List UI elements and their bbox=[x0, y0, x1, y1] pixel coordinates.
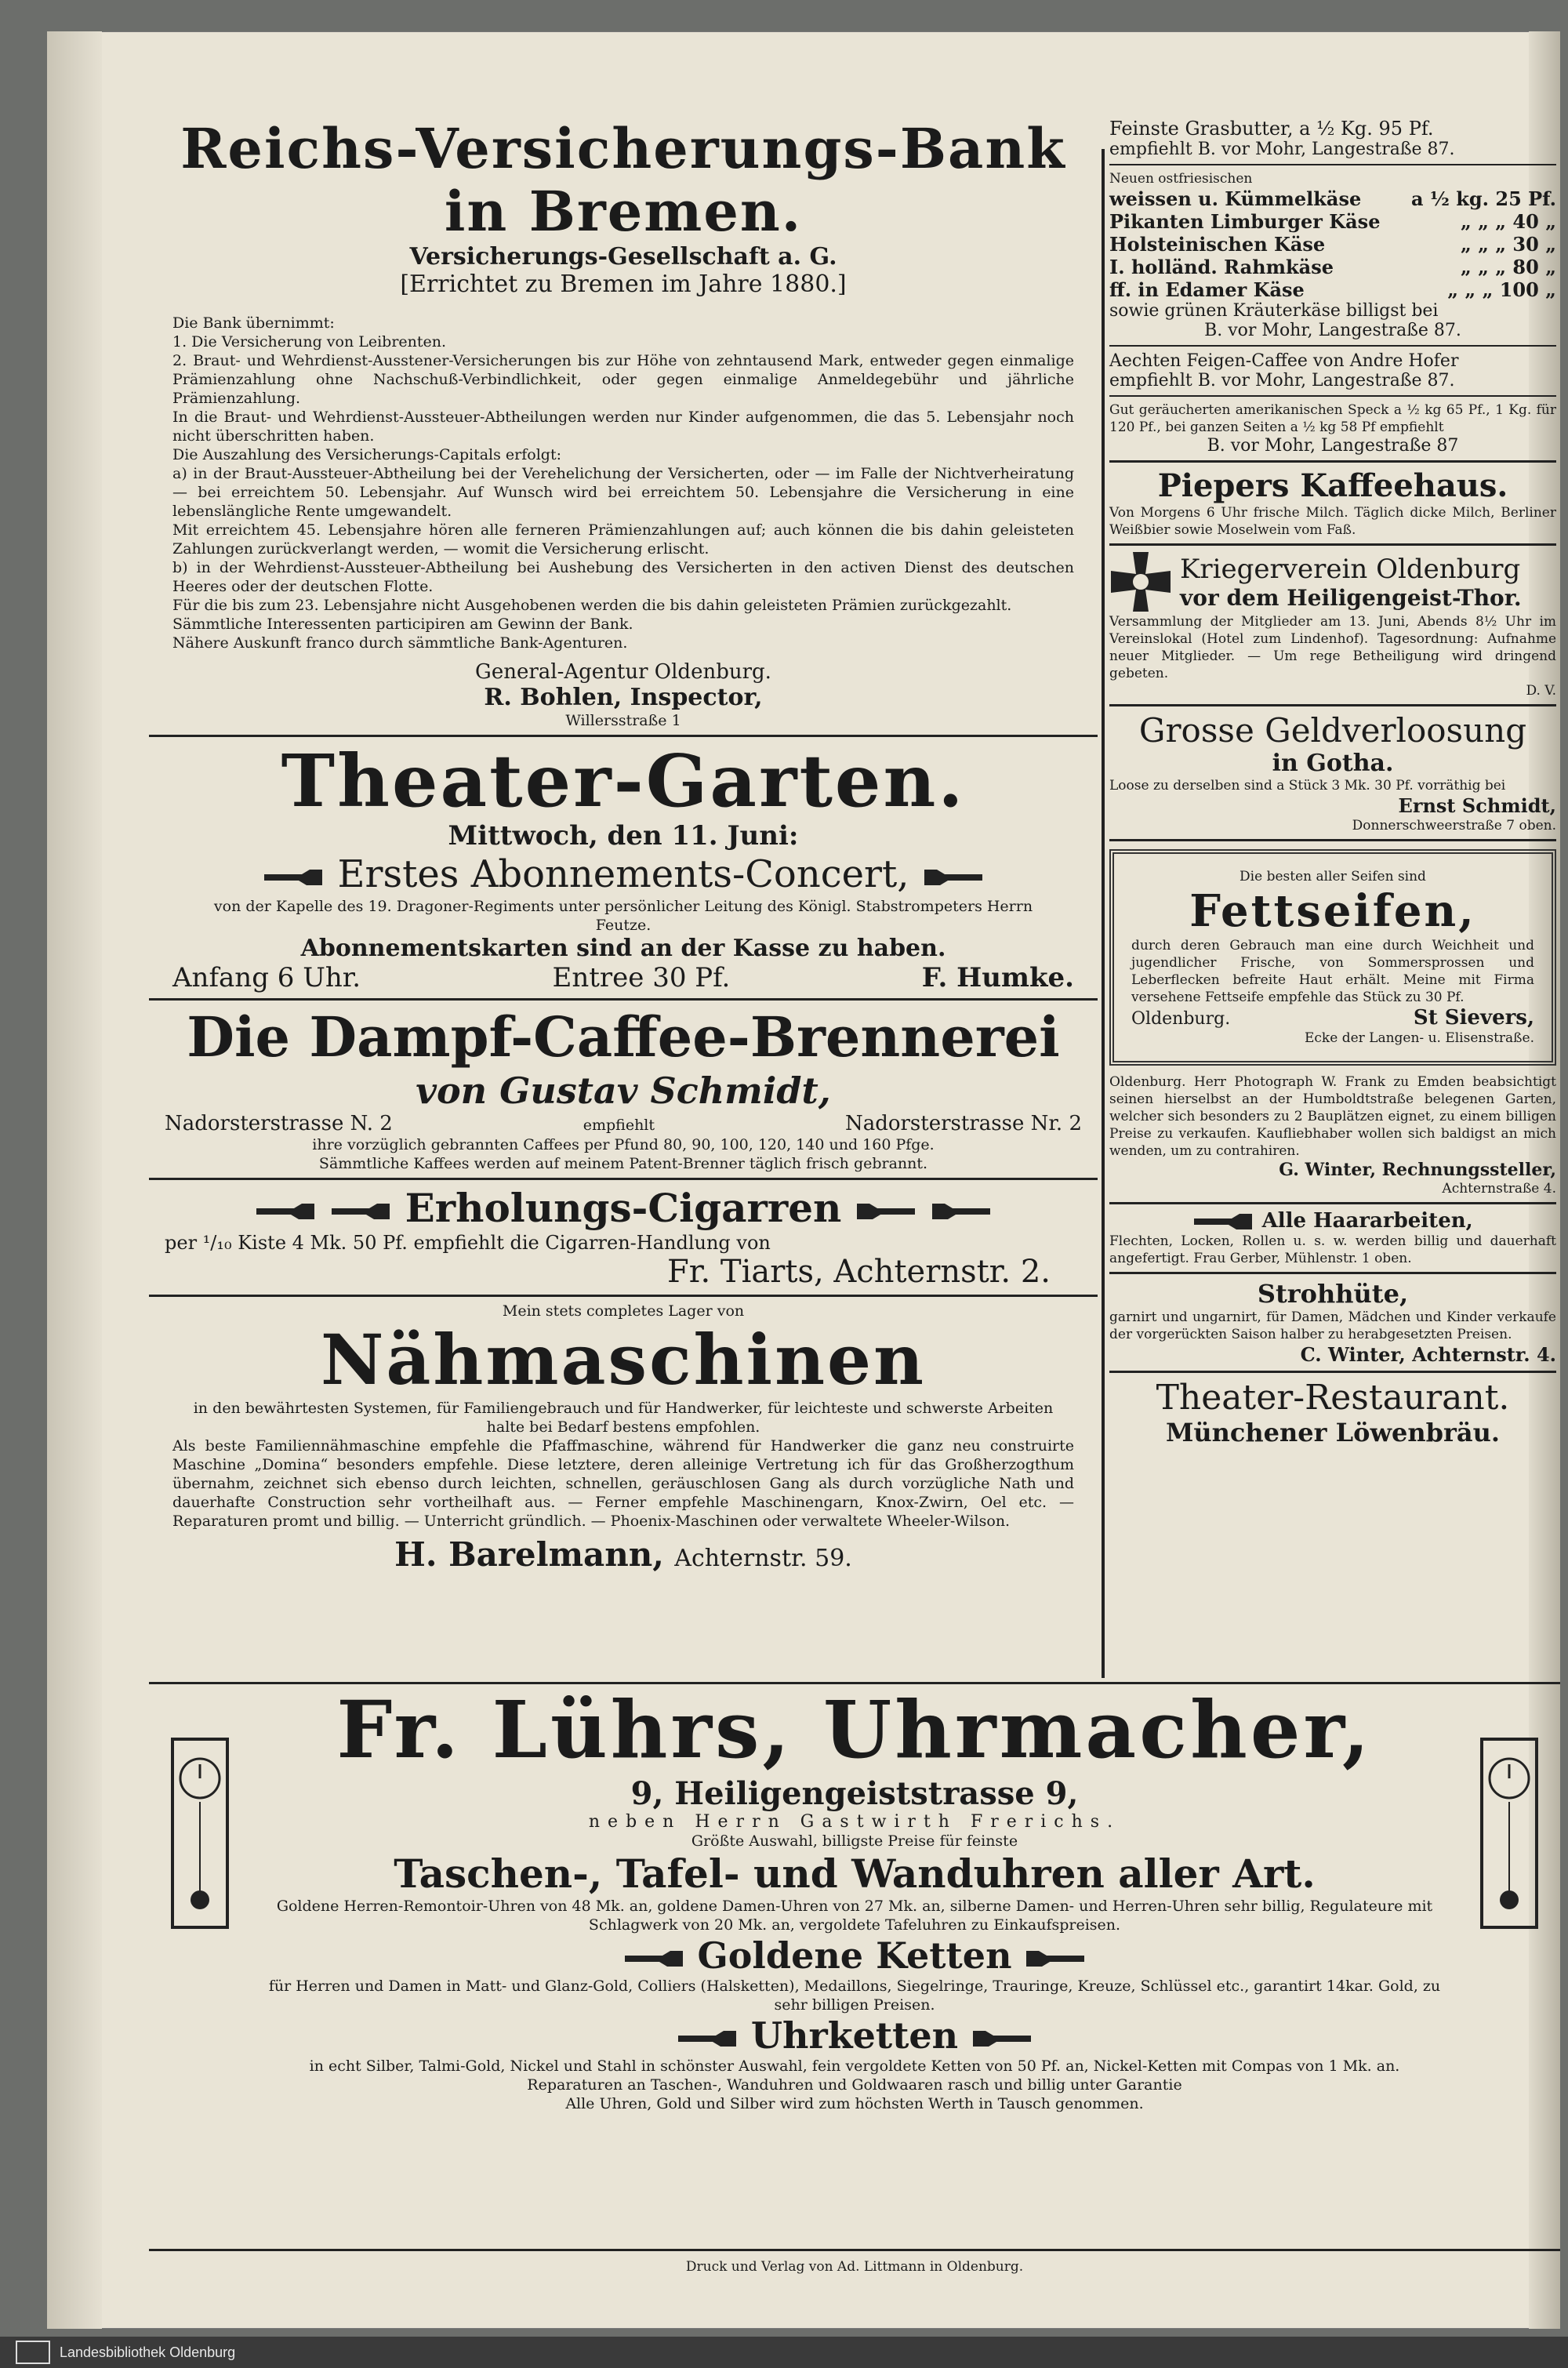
bank-body-line: Die Bank übernimmt: bbox=[172, 314, 335, 332]
restaurant-title: Theater-Restaurant. bbox=[1156, 1378, 1510, 1418]
theater-ad bbox=[149, 739, 1098, 993]
bank-body-line: Die Auszahlung des Versicherungs-Capitals erfolgt: bbox=[172, 446, 561, 463]
uhrketten-row bbox=[259, 2014, 1450, 2057]
krieger-titles bbox=[1180, 554, 1522, 611]
lottery-text: Loose zu derselben sind a Stück 3 Mk. 30 Pf. vorräthig bei bbox=[1109, 778, 1506, 794]
watch-line1: Größte Auswahl, billigste Preise für feinste bbox=[691, 1832, 1018, 1850]
sewing-body1: in den bewährtesten Systemen, für Familiengebrauch und für Handwerker, für leichteste und schwerste Arbeiten halte bei Bedarf bestens empfohlen. bbox=[193, 1400, 1054, 1436]
cigar-title: Erholungs-Cigarren bbox=[405, 1185, 842, 1231]
coffee-addr-left: Nadorsterstrasse N. 2 bbox=[165, 1112, 393, 1135]
theater-event-text: Erstes Abonnements-Concert, bbox=[337, 852, 909, 896]
cigar-title-row bbox=[149, 1185, 1098, 1232]
theater-by: von der Kapelle des 19. Dragoner-Regiments unter persönlicher Leitung des Königl. Stabstrompeters Herrn Feutze. bbox=[213, 898, 1033, 934]
library-name: Landesbibliothek Oldenburg bbox=[60, 2344, 236, 2360]
watch-addr: 9, Heiligengeiststrasse 9, bbox=[630, 1775, 1079, 1812]
garden-text: Oldenburg. Herr Photograph W. Frank zu Emden beabsichtigt seinen hierselbst an der Humboldtstraße belegenen Garten, welcher sich besonders zu 2 Bauplätzen eignet, zu einem billigen Preise zu verkaufen. Kaufliebhaber wollen sich baldigst an mich wenden, um zu contrahiren. bbox=[1109, 1074, 1556, 1159]
chains-title: Goldene Ketten bbox=[697, 1934, 1012, 1977]
divider bbox=[1109, 1202, 1556, 1204]
divider bbox=[1109, 345, 1556, 347]
pointing-hand-icon bbox=[330, 1200, 393, 1222]
kaffeehaus-ad bbox=[1109, 467, 1556, 539]
bank-body-line: Mit erreichtem 45. Lebensjahre hören alle ferneren Prämienzahlungen auf; auch können die bis dahin geleisteten Zahlungen zurückverlangt werden, — womit die Versicherung erlischt. bbox=[172, 521, 1074, 557]
trade-text: Alle Uhren, Gold und Silber wird zum höchsten Werth in Tausch genommen. bbox=[565, 2095, 1144, 2112]
cheese-item bbox=[1109, 233, 1556, 256]
coffee-recommends: empfiehlt bbox=[583, 1117, 655, 1134]
cheese-name: weissen u. Kümmelkäse bbox=[1109, 187, 1362, 210]
right-column bbox=[1109, 118, 1556, 1686]
coffee-addr-right: Nadorsterstrasse Nr. 2 bbox=[844, 1112, 1082, 1135]
soap-text: durch deren Gebrauch man eine durch Weichheit und jugendlicher Frische, von Sommersprossen und Leberflecken befreite Haut erhält. Meine mit Firma versehene Fettseife empfehle das Stück zu 30 Pf. bbox=[1131, 938, 1534, 1005]
bank-address: Willersstraße 1 bbox=[565, 712, 681, 729]
chains-text: für Herren und Damen in Matt- und Glanz-Gold, Colliers (Halsketten), Medaillons, Siegelringe, Trauringe, Kreuze, Schlüssel etc., garantirt 14kar. Gold, zu sehr billigen Preisen. bbox=[268, 1978, 1441, 2014]
sewing-body2: Als beste Familiennähmaschine empfehle die Pfaffmaschine, während für Handwerker die ganz neu construirte Maschine „Domina“ besonders empfehle. Diese letztere, deren alleinige Vertretung ich für das Großherzogthum übernahm, zeichnet sich ebenso durch leichten, schnellen, geräuschlosen Gang als durch vorzügliche Nath und dauerhafte Construction sehr vortheilhaft aus. — Ferner empfehle Maschinengarn, Knox-Zwirn, Oel etc. — Reparaturen promt und billig. — Unterricht gründlich. — Phoenix-Maschinen oder verwaltete Wheeler-Wilson. bbox=[172, 1437, 1074, 1530]
hair-title-row bbox=[1109, 1209, 1556, 1233]
theater-event bbox=[149, 852, 1098, 897]
krieger-sign: D. V. bbox=[1526, 683, 1556, 699]
hats-seller: C. Winter, Achternstr. 4. bbox=[1300, 1343, 1556, 1366]
theater-host: F. Humke. bbox=[921, 962, 1074, 993]
sewing-addr: Achternstr. 59. bbox=[674, 1545, 852, 1572]
sewing-intro: Mein stets completes Lager von bbox=[502, 1302, 745, 1320]
divider bbox=[149, 998, 1098, 1001]
uhrketten-title: Uhrketten bbox=[750, 2014, 959, 2057]
kaffeehaus-title: Piepers Kaffeehaus. bbox=[1157, 467, 1508, 504]
pointing-hand-icon bbox=[1023, 1948, 1086, 1970]
cheese-item bbox=[1109, 210, 1556, 233]
watch-title: Fr. Lührs, Uhrmacher, bbox=[336, 1683, 1373, 1776]
coffee-title: Die Dampf-Caffee-Brennerei bbox=[187, 1004, 1060, 1070]
krieger-text: Versammlung der Mitglieder am 13. Juni, Abends 8½ Uhr im Vereinslokal (Hotel zum Lindenhof). Tagesordnung: Aufnahme neuer Mitglieder. — Um rege Betheiligung wird dringend gebeten. bbox=[1109, 614, 1556, 681]
wall-clock-icon bbox=[165, 1731, 235, 1935]
speck-text: Gut geräucherten amerikanischen Speck a ½ kg 65 Pf., 1 Kg. für 120 Pf., bei ganzen Seiten a ½ kg 58 Pf empfiehlt bbox=[1109, 402, 1556, 435]
butter-line2: empfiehlt B. vor Mohr, Langestraße 87. bbox=[1109, 140, 1455, 159]
cheese-price: „ „ „ 100 „ bbox=[1447, 278, 1556, 301]
sewing-signature bbox=[149, 1535, 1098, 1574]
coffee-owner: von Gustav Schmidt, bbox=[416, 1070, 831, 1112]
cheese-price: a ½ kg. 25 Pf. bbox=[1410, 187, 1556, 210]
bank-body-line: a) in der Braut-Aussteuer-Abtheilung bei der Verehelichung der Versicherten, oder — im Falle der Nichtverheiratung — bei erreichtem 50. Lebensjahr. Auf Wunsch wird bei erreichtem 50. Lebensjahre die Versicherung in eine lebenslängliche Rente umgewandelt. bbox=[172, 465, 1074, 520]
cheese-ad bbox=[1109, 170, 1556, 340]
bank-agency: General-Agentur Oldenburg. bbox=[475, 660, 771, 684]
restaurant-sub: Münchener Löwenbräu. bbox=[1165, 1418, 1501, 1447]
fig-coffee-ad bbox=[1109, 351, 1556, 390]
watch-line3: Goldene Herren-Remontoir-Uhren von 48 Mk. an, goldene Damen-Uhren von 27 Mk. an, silberne Damen- und Herren-Uhren sehr billig, Regulateure mit Schlagwerk von 20 Mk. an, vergoldete Tafeluhren zu Einkaufspreisen. bbox=[276, 1898, 1433, 1934]
divider bbox=[1109, 395, 1556, 397]
cheese-price: „ „ „ 30 „ bbox=[1460, 233, 1556, 256]
hats-ad bbox=[1109, 1279, 1556, 1366]
divider bbox=[1109, 460, 1556, 463]
column-divider bbox=[1102, 149, 1105, 1678]
divider bbox=[149, 1295, 1098, 1297]
coffee-line: ihre vorzüglich gebrannten Caffees per Pfund 80, 90, 100, 120, 140 und 160 Pfge. bbox=[312, 1136, 935, 1153]
butter-line1: Feinste Grasbutter, a ½ Kg. 95 Pf. bbox=[1109, 118, 1434, 140]
bank-body-line: In die Braut- und Wehrdienst-Aussteuer-Abtheilungen werden nur Kinder aufgenommen, die das 5. Lebensjahr noch nicht überschritten haben. bbox=[172, 409, 1074, 445]
pointing-hand-icon bbox=[854, 1200, 916, 1222]
bank-body-line: b) in der Wehrdienst-Aussteuer-Abtheilung bei Aushebung des Versicherten in den activen Dienst des deutschen Heeres oder der deutschen Flotte. bbox=[172, 559, 1074, 595]
kaffeehaus-text: Von Morgens 6 Uhr frische Milch. Täglich dicke Milch, Berliner Weißbier sowie Moselwein vom Faß. bbox=[1109, 505, 1556, 538]
pointing-hand-icon bbox=[1192, 1211, 1255, 1233]
pointing-hand-icon bbox=[921, 866, 984, 888]
pointing-hand-icon bbox=[263, 866, 325, 888]
cheese-name: ff. in Edamer Käse bbox=[1109, 278, 1305, 301]
theater-start: Anfang 6 Uhr. bbox=[172, 962, 361, 993]
soap-title: Fettseifen, bbox=[1189, 885, 1476, 937]
sewing-title: Nähmaschinen bbox=[320, 1319, 927, 1400]
fig-line1: Aechten Feigen-Caffee von Andre Hofer bbox=[1109, 351, 1459, 371]
soap-seller: St Sievers, bbox=[1413, 1006, 1534, 1030]
restaurant-ad bbox=[1109, 1378, 1556, 1447]
cigar-ad bbox=[149, 1185, 1098, 1290]
sewing-seller: H. Barelmann, bbox=[394, 1535, 664, 1574]
butter-ad bbox=[1109, 118, 1556, 159]
bank-agent: R. Bohlen, Inspector, bbox=[484, 684, 763, 711]
speck-seller: B. vor Mohr, Langestraße 87 bbox=[1207, 436, 1459, 456]
divider bbox=[149, 1178, 1098, 1180]
soap-ad bbox=[1109, 849, 1556, 1066]
cheese-price: „ „ „ 80 „ bbox=[1460, 256, 1556, 278]
hair-text: Flechten, Locken, Rollen u. s. w. werden billig und dauerhaft angefertigt. Frau Gerber, Mühlenstr. 1 oben. bbox=[1109, 1233, 1556, 1266]
theater-entry: Entree 30 Pf. bbox=[552, 962, 731, 993]
cheese-price: „ „ „ 40 „ bbox=[1460, 210, 1556, 233]
bank-title: Reichs-Versicherungs-Bank in Bremen. bbox=[180, 116, 1066, 244]
divider bbox=[1109, 1272, 1556, 1274]
lottery-sub: in Gotha. bbox=[1272, 750, 1394, 777]
garden-seller: G. Winter, Rechnungssteller, bbox=[1279, 1160, 1556, 1180]
cigar-line: per ¹/₁₀ Kiste 4 Mk. 50 Pf. empfiehlt die Cigarren-Handlung von bbox=[165, 1232, 771, 1254]
newspaper-scan bbox=[47, 31, 1560, 2329]
divider bbox=[1109, 1371, 1556, 1373]
bank-ad bbox=[149, 118, 1098, 730]
hats-text: garnirt und ungarnirt, für Damen, Mädchen und Kinder verkaufe der vorgerückten Saison halber zu herabgesetzten Preisen. bbox=[1109, 1309, 1556, 1342]
lottery-seller: Ernst Schmidt, bbox=[1398, 794, 1556, 817]
left-column bbox=[149, 118, 1098, 1686]
repair-text: Reparaturen an Taschen-, Wanduhren und Goldwaaren rasch und billig unter Garantie bbox=[527, 2076, 1182, 2094]
coffee-addresses bbox=[149, 1112, 1098, 1135]
speck-ad bbox=[1109, 401, 1556, 456]
krieger-title: Kriegerverein Oldenburg bbox=[1180, 553, 1521, 585]
cigar-seller: Fr. Tiarts, Achternstr. 2. bbox=[667, 1254, 1051, 1290]
watch-near: neben Herrn Gastwirth Frerichs. bbox=[588, 1812, 1121, 1832]
pointing-hand-icon bbox=[677, 2028, 739, 2050]
library-logo-icon bbox=[16, 2341, 50, 2364]
bank-subtitle: Versicherungs-Gesellschaft a. G. bbox=[409, 243, 837, 271]
theater-tickets: Abonnementskarten sind an der Kasse zu haben. bbox=[300, 935, 946, 962]
theater-details bbox=[149, 962, 1098, 993]
page-binding bbox=[47, 31, 102, 2329]
bank-body-line: Für die bis zum 23. Lebensjahre nicht Ausgehobenen werden die bis dahin geleisteten Prämien zurückgezahlt. bbox=[172, 597, 1012, 614]
soap-city: Oldenburg. bbox=[1131, 1009, 1231, 1029]
pointing-hand-icon bbox=[929, 1200, 992, 1222]
watchmaker-ad bbox=[149, 1682, 1560, 2251]
pointing-hand-icon bbox=[623, 1948, 686, 1970]
theater-title: Theater-Garten. bbox=[281, 739, 966, 823]
bank-body-line: 1. Die Versicherung von Leibrenten. bbox=[172, 333, 447, 350]
lottery-ad bbox=[1109, 711, 1556, 834]
watchmaker-content bbox=[149, 1684, 1560, 2113]
bank-body bbox=[149, 314, 1098, 652]
sewing-ad bbox=[149, 1302, 1098, 1574]
page-content bbox=[149, 118, 1560, 2297]
bank-body-line: 2. Braut- und Wehrdienst-Ausstener-Versicherungen bis zur Höhe von zehntausend Mark, entweder gegen einmalige Prämienzahlung ohne Nachschuß-Verbindlichkeit, oder gegen einmalige Anmeldegebühr und jährliche Prämienzahlung. bbox=[172, 352, 1074, 407]
divider bbox=[1109, 164, 1556, 165]
uhrketten-text: in echt Silber, Talmi-Gold, Nickel und Stahl in schönster Auswahl, fein vergoldete Ketten von 50 Pf. an, Nickel-Ketten mit Compas von 1 Mk. an. bbox=[309, 2057, 1400, 2075]
cheese-item bbox=[1109, 256, 1556, 278]
cheese-name: Pikanten Limburger Käse bbox=[1109, 210, 1381, 233]
bank-body-line: Nähere Auskunft franco durch sämmtliche Bank-Agenturen. bbox=[172, 634, 628, 652]
cheese-item bbox=[1109, 187, 1556, 210]
watch-line2: Taschen-, Tafel- und Wanduhren aller Art. bbox=[394, 1850, 1316, 1897]
library-footer bbox=[0, 2337, 1568, 2368]
cheese-name: Holsteinischen Käse bbox=[1109, 233, 1326, 256]
bank-body-line: Sämmtliche Interessenten participiren am Gewinn der Bank. bbox=[172, 616, 633, 633]
fig-line2: empfiehlt B. vor Mohr, Langestraße 87. bbox=[1109, 371, 1455, 390]
divider bbox=[1109, 839, 1556, 841]
iron-cross-icon bbox=[1109, 550, 1172, 613]
cheese-seller: B. vor Mohr, Langestraße 87. bbox=[1204, 321, 1461, 340]
krieger-header bbox=[1109, 550, 1556, 613]
cheese-line1: sowie grünen Kräuterkäse billigst bei bbox=[1109, 301, 1439, 321]
krieger-ad bbox=[1109, 550, 1556, 699]
garden-ad bbox=[1109, 1073, 1556, 1197]
cheese-name: I. holländ. Rahmkäse bbox=[1109, 256, 1334, 278]
lottery-addr: Donnerschweerstraße 7 oben. bbox=[1352, 818, 1556, 834]
cheese-intro: Neuen ostfriesischen bbox=[1109, 171, 1253, 187]
imprint: Druck und Verlag von Ad. Littmann in Oldenburg. bbox=[685, 2259, 1024, 2275]
soap-sign bbox=[1131, 1006, 1534, 1030]
coffee-ad bbox=[149, 1005, 1098, 1173]
hair-ad bbox=[1109, 1209, 1556, 1267]
soap-intro: Die besten aller Seifen sind bbox=[1240, 869, 1426, 884]
lottery-title: Grosse Geldverloosung bbox=[1138, 711, 1527, 750]
soap-addr: Ecke der Langen- u. Elisenstraße. bbox=[1305, 1030, 1534, 1046]
garden-addr: Achternstraße 4. bbox=[1442, 1181, 1556, 1197]
divider bbox=[1109, 543, 1556, 546]
krieger-sub: vor dem Heiligengeist-Thor. bbox=[1180, 584, 1522, 611]
pointing-hand-icon bbox=[255, 1200, 318, 1222]
hats-title: Strohhüte, bbox=[1257, 1279, 1409, 1309]
bank-founded: [Errichtet zu Bremen im Jahre 1880.] bbox=[400, 271, 847, 298]
divider bbox=[149, 735, 1098, 737]
wall-clock-icon bbox=[1474, 1731, 1544, 1935]
theater-date: Mittwoch, den 11. Juni: bbox=[448, 820, 799, 852]
coffee-note: Sämmtliche Kaffees werden auf meinem Patent-Brenner täglich frisch gebrannt. bbox=[318, 1155, 928, 1172]
hair-title: Alle Haararbeiten, bbox=[1261, 1209, 1473, 1233]
chains-row bbox=[259, 1934, 1450, 1977]
divider bbox=[1109, 704, 1556, 706]
cheese-item bbox=[1109, 278, 1556, 301]
pointing-hand-icon bbox=[970, 2028, 1033, 2050]
